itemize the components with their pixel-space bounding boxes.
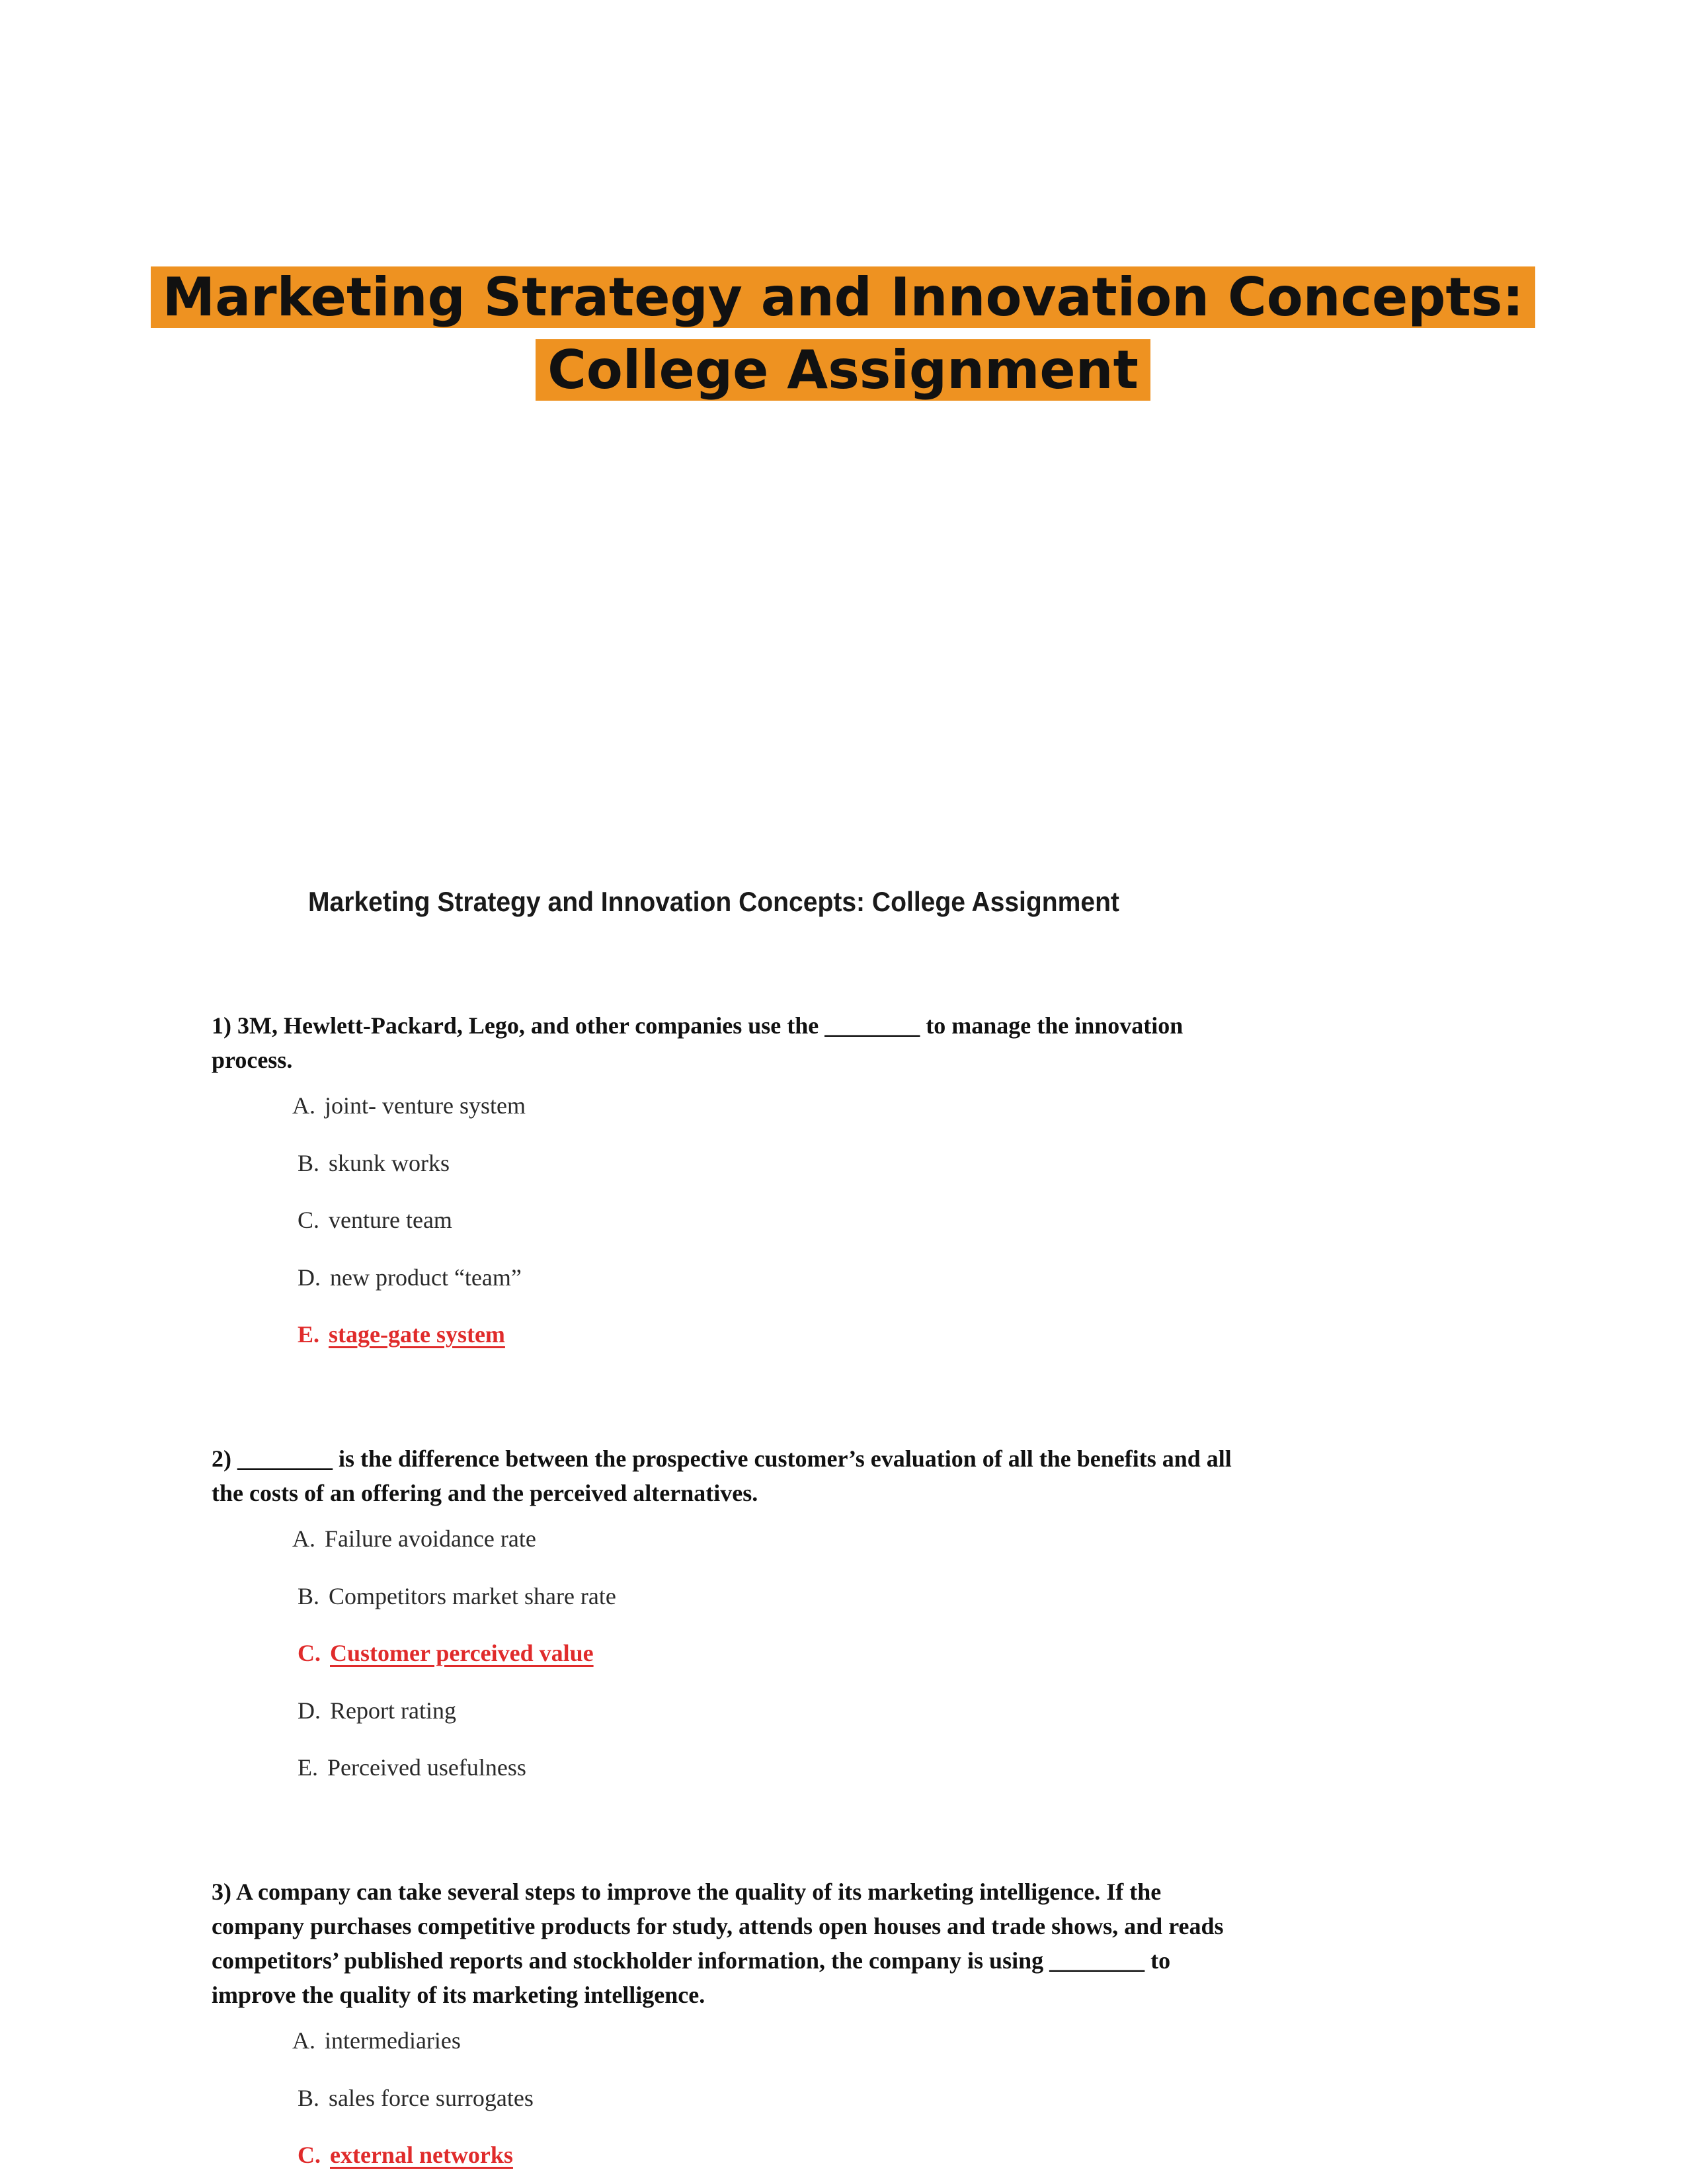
option-letter: B. (298, 1149, 320, 1176)
option-b (212, 2070, 1256, 2127)
option-text: new product “team” (330, 1264, 522, 1291)
option-letter: C. (298, 1207, 320, 1233)
option-letter: A. (292, 1525, 315, 1552)
option-letter: E. (298, 1754, 318, 1781)
option-text: Report rating (330, 1697, 456, 1724)
option-text: external networks (330, 2142, 513, 2168)
question-text: 1) 3M, Hewlett-Packard, Lego, and other companies use the ________ to manage the innovation process. (212, 1012, 1184, 1073)
option-c-correct-answer (212, 2126, 1256, 2184)
option-text: Competitors market share rate (329, 1582, 616, 1609)
option-c (212, 1192, 1256, 1249)
option-list (212, 1510, 1256, 1797)
question-text: 3) A company can take several steps to improve the quality of its marketing intelligence. If the company purchases competitive products for study, attends open houses and trade shows, and reads competitors’ published reports and stockholder information, the company is using ________ to improve the quality of its marketing intelligence. (212, 1879, 1224, 2008)
cover-title-line-1: Marketing Strategy and Innovation Concepts: (151, 266, 1536, 328)
option-text: Customer perceived value (330, 1640, 594, 1666)
option-d (212, 1249, 1256, 1307)
option-d (212, 1682, 1256, 1740)
option-text: intermediaries (325, 2027, 461, 2054)
option-letter: B. (298, 2084, 320, 2111)
option-a (212, 2012, 1256, 2070)
question-3 (212, 1875, 1256, 2184)
option-letter: A. (292, 2027, 315, 2054)
option-letter: D. (298, 1264, 321, 1291)
question-text: 2) ________ is the difference between the prospective customer’s evaluation of all the benefits and all the costs of an offering and the perceived alternatives. (212, 1445, 1232, 1506)
question-2 (212, 1441, 1256, 1797)
option-text: venture team (329, 1207, 452, 1233)
option-letter: C. (298, 2142, 321, 2168)
question-1 (212, 1008, 1256, 1363)
option-letter: A. (292, 1092, 315, 1119)
option-a (212, 1077, 1256, 1135)
option-list (212, 2012, 1256, 2184)
option-b (212, 1135, 1256, 1192)
option-letter: B. (298, 1582, 320, 1609)
option-letter: C. (298, 1640, 321, 1666)
option-e-correct-answer (212, 1306, 1256, 1363)
cover-title (0, 261, 1686, 407)
option-text: sales force surrogates (329, 2084, 534, 2111)
option-a (212, 1510, 1256, 1568)
document-heading: Marketing Strategy and Innovation Concepts: College Assignment (308, 886, 1119, 917)
option-text: Failure avoidance rate (325, 1525, 536, 1552)
option-text: skunk works (329, 1149, 450, 1176)
cover-title-line-2: College Assignment (536, 339, 1150, 401)
option-b (212, 1568, 1256, 1625)
option-text: stage-gate system (329, 1321, 505, 1348)
option-c-correct-answer (212, 1625, 1256, 1682)
option-text: joint- venture system (325, 1092, 526, 1119)
option-e (212, 1739, 1256, 1797)
option-list (212, 1077, 1256, 1363)
option-text: Perceived usefulness (327, 1754, 526, 1781)
option-letter: D. (298, 1697, 321, 1724)
option-letter: E. (298, 1321, 320, 1348)
